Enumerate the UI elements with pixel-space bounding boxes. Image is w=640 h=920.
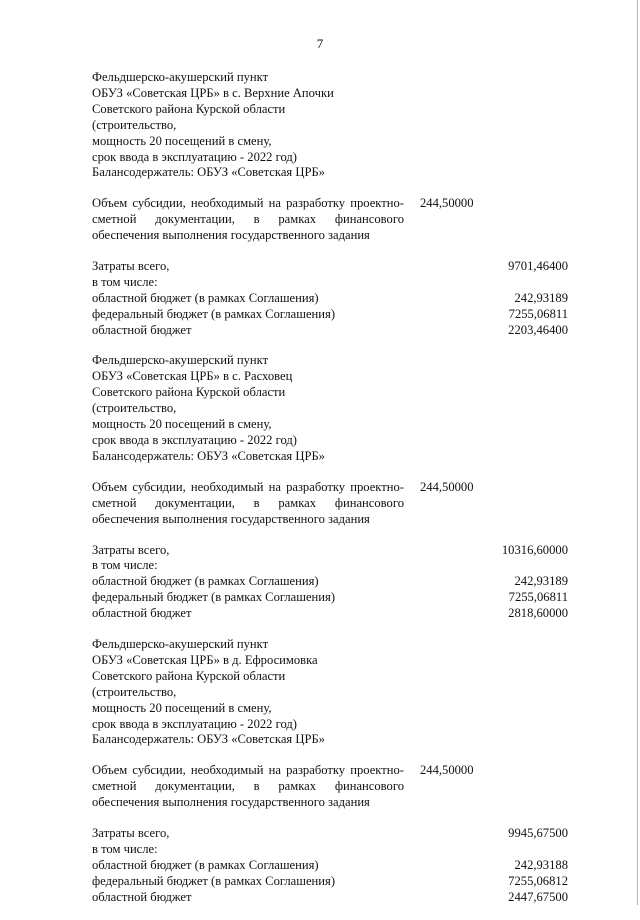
costs-total-value: 10316,60000 — [501, 542, 568, 557]
costs-table — [92, 826, 592, 905]
facility-block — [92, 353, 592, 621]
costs-item-row — [92, 307, 592, 323]
subsidy-text-line: Объем субсидии, необходимый на разработку проектно- — [92, 479, 404, 494]
costs-item-row — [92, 574, 592, 590]
costs-item-row — [92, 606, 592, 622]
costs-item-label: областной бюджет (в рамках Соглашения) — [92, 857, 319, 872]
description-line: Советского района Курской области — [92, 385, 286, 400]
facility-description — [92, 70, 592, 181]
scan-edge-line — [637, 0, 638, 905]
costs-item-value: 2203,46400 — [508, 322, 568, 337]
costs-table — [92, 259, 592, 338]
costs-item-label: федеральный бюджет (в рамках Соглашения) — [92, 306, 336, 321]
description-line: (строительство, — [92, 401, 177, 416]
subsidy-description — [92, 763, 404, 811]
costs-including-label: в том числе: — [92, 558, 158, 573]
page-number: 7 — [316, 36, 324, 51]
costs-item-row — [92, 291, 592, 307]
subsidy-row — [92, 763, 592, 811]
description-line: Фельдшерско-акушерский пункт — [92, 353, 269, 368]
description-line: срок ввода в эксплуатацию - 2022 год) — [92, 149, 297, 164]
costs-item-label: областной бюджет (в рамках Соглашения) — [92, 290, 319, 305]
subsidy-text-line: Объем субсидии, необходимый на разработку проектно- — [92, 196, 404, 211]
costs-item-value: 7255,06811 — [508, 306, 568, 321]
document-body — [92, 70, 592, 920]
facility-description — [92, 637, 592, 748]
subsidy-row — [92, 480, 592, 528]
description-line: Советского района Курской области — [92, 668, 286, 683]
costs-total-row — [92, 826, 592, 842]
description-line: ОБУЗ «Советская ЦРБ» в с. Верхние Апочки — [92, 85, 334, 100]
description-line: Балансодержатель: ОБУЗ «Советская ЦРБ» — [92, 448, 325, 463]
costs-item-label: федеральный бюджет (в рамках Соглашения) — [92, 590, 336, 605]
costs-item-value: 7255,06811 — [508, 590, 568, 605]
description-line: Фельдшерско-акушерский пункт — [92, 70, 269, 84]
description-line: мощность 20 посещений в смену, — [92, 700, 272, 715]
costs-item-row — [92, 590, 592, 606]
subsidy-text-line: сметной документации, в рамках финансового — [92, 495, 404, 510]
costs-item-row — [92, 874, 592, 890]
costs-item-row — [92, 890, 592, 906]
subsidy-text-line: обеспечения выполнения государственного задания — [92, 795, 370, 810]
description-line: (строительство, — [92, 117, 177, 132]
costs-item-label: областной бюджет (в рамках Соглашения) — [92, 574, 319, 589]
costs-total-row — [92, 543, 592, 559]
costs-item-label: федеральный бюджет (в рамках Соглашения) — [92, 873, 336, 888]
subsidy-text-line: обеспечения выполнения государственного задания — [92, 511, 370, 526]
costs-item-value: 242,93189 — [514, 290, 568, 305]
costs-total-row — [92, 259, 592, 275]
costs-item-row — [92, 858, 592, 874]
description-line: срок ввода в эксплуатацию - 2022 год) — [92, 716, 297, 731]
description-line: мощность 20 посещений в смену, — [92, 133, 272, 148]
costs-item-row — [92, 323, 592, 339]
description-line: ОБУЗ «Советская ЦРБ» в д. Ефросимовка — [92, 652, 318, 667]
subsidy-text-line: Объем субсидии, необходимый на разработку проектно- — [92, 763, 404, 778]
facility-description — [92, 353, 592, 464]
costs-item-value: 2447,67500 — [508, 889, 568, 904]
description-line: (строительство, — [92, 684, 177, 699]
costs-including-label: в том числе: — [92, 841, 158, 856]
description-line: Балансодержатель: ОБУЗ «Советская ЦРБ» — [92, 732, 325, 747]
description-line: ОБУЗ «Советская ЦРБ» в с. Расховец — [92, 369, 293, 384]
subsidy-text-line: обеспечения выполнения государственного задания — [92, 228, 370, 243]
costs-table — [92, 543, 592, 622]
description-line: срок ввода в эксплуатацию - 2022 год) — [92, 433, 297, 448]
subsidy-text-line: сметной документации, в рамках финансового — [92, 212, 404, 227]
costs-item-label: областной бюджет — [92, 322, 192, 337]
costs-item-label: областной бюджет — [92, 606, 192, 621]
subsidy-value: 244,50000 — [420, 196, 474, 211]
costs-total-label: Затраты всего, — [92, 826, 170, 840]
subsidy-description — [92, 480, 404, 528]
description-line: Балансодержатель: ОБУЗ «Советская ЦРБ» — [92, 165, 325, 180]
costs-item-value: 242,93189 — [514, 574, 568, 589]
costs-item-value: 7255,06812 — [508, 873, 568, 888]
costs-total-value: 9945,67500 — [508, 826, 568, 840]
subsidy-value: 244,50000 — [420, 479, 474, 494]
description-line: мощность 20 посещений в смену, — [92, 417, 272, 432]
costs-item-value: 242,93188 — [514, 857, 568, 872]
description-line: Советского района Курской области — [92, 101, 286, 116]
subsidy-text-line: сметной документации, в рамках финансового — [92, 779, 404, 794]
subsidy-row — [92, 196, 592, 244]
facility-block — [92, 637, 592, 905]
costs-total-label: Затраты всего, — [92, 259, 170, 274]
subsidy-value: 244,50000 — [420, 763, 474, 778]
costs-including-label: в том числе: — [92, 274, 158, 289]
costs-total-value: 9701,46400 — [508, 259, 568, 274]
subsidy-description — [92, 196, 404, 244]
costs-item-value: 2818,60000 — [508, 606, 568, 621]
description-line: Фельдшерско-акушерский пункт — [92, 636, 269, 651]
costs-item-label: областной бюджет — [92, 889, 192, 904]
facility-block — [92, 70, 592, 338]
costs-total-label: Затраты всего, — [92, 542, 170, 557]
